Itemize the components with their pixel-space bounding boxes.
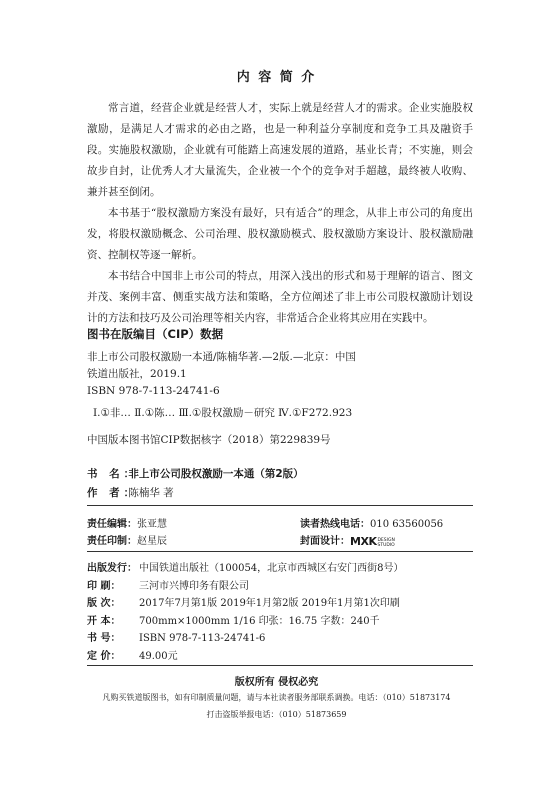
cip-classification: Ⅰ.①非… Ⅱ.①陈… Ⅲ.①股权激励－研究 Ⅳ.①F272.923	[93, 407, 353, 419]
publishing-info	[87, 560, 473, 665]
printer-row: 印 刷： 三河市兴博印务有限公司	[87, 580, 249, 592]
cip-line: 铁道出版社，2019.1	[87, 368, 187, 380]
isbn-row: 书 号： ISBN 978-7-113-24741-6	[87, 633, 266, 644]
cip-heading: 图书在版编目（CIP）数据	[87, 327, 224, 341]
rights-title: 版权所有 侵权必究	[234, 677, 319, 688]
edition-row: 版 次： 2017年7月第1版 2019年1月第2版 2019年1月第1次印刷	[87, 598, 400, 609]
cip-isbn: ISBN 978-7-113-24741-6	[87, 385, 220, 397]
isbn: ISBN 978-7-113-24741-6	[139, 633, 266, 644]
divider	[87, 505, 473, 506]
intro-paragraph: 常言道，经营企业就是经营人才，实际上就是经营人才的需求。企业实施股权激励，是满足人才需求的必由之路，也是一种利益分享制度和竞争工具及融资手段。实施股权激励，企业就有可能踏上高速发展的道路，基业长青；不实施，则会故步自封，让优秀人才大量流失，企业被一个个的竞争对手超越，最终被人收购、兼并甚至倒闭。	[87, 102, 473, 198]
price-row: 定 价： 49.00元	[87, 650, 178, 662]
author-label: 作 者：	[87, 487, 139, 499]
author-name: 陈楠华 著	[128, 487, 174, 499]
format-row: 开 本： 700mm×1000mm 1/16 印张：16.75 字数：240千	[87, 615, 380, 627]
intro-paragraph: 本书基于“股权激励方案没有最好，只有适合”的理念，从非上市公司的角度出发，将股权激励概念、公司治理、股权激励模式、股权激励方案设计、股权激励融资、控制权等逐一解析。	[87, 207, 473, 261]
print-supervisor-row	[87, 532, 167, 547]
divider	[87, 551, 473, 552]
cip-record-number: 中国版本图书馆CIP数据核字（2018）第229839号	[87, 434, 331, 446]
book-title-row	[87, 466, 304, 481]
piracy-report-line: 打击盗版举报电话：（010）51873659	[206, 710, 347, 719]
book-title-label: 书 名：	[87, 468, 139, 480]
hotline-row	[300, 515, 443, 530]
editor-row	[87, 515, 167, 530]
print-supervisor-name: 赵星辰	[137, 536, 167, 547]
quality-notice: 凡购买铁道版图书，如有印制质量问题，请与本社读者服务部联系调换。电话：（010）51873174	[102, 693, 451, 702]
editor-label: 责任编辑：	[87, 519, 137, 530]
print-supervisor-label: 责任印制：	[87, 536, 137, 547]
publisher: 中国铁道出版社（100054，北京市西城区右安门西街8号）	[139, 563, 404, 574]
printer: 三河市兴博印务有限公司	[139, 580, 249, 592]
cip-record	[87, 349, 387, 400]
intro-paragraph: 本书结合中国非上市公司的特点，用深入浅出的形式和易于理解的语言、图文并茂、案例丰富、侧重实战方法和策略，全方位阐述了非上市公司股权激励计划设计的方法和技巧及公司治理等相关内容，非常适合企业将其应用在实践中。	[87, 270, 473, 324]
cover-design-row	[300, 532, 395, 548]
hotline-number: 010 63560056	[370, 519, 444, 530]
publisher-row: 出版发行： 中国铁道出版社（100054，北京市西城区右安门西街8号）	[87, 563, 404, 574]
hotline-label: 读者热线电话：	[300, 519, 370, 530]
edition: 2017年7月第1版 2019年1月第2版 2019年1月第1次印刷	[139, 598, 400, 609]
intro-text	[87, 98, 473, 329]
format: 700mm×1000mm 1/16 印张：16.75 字数：240千	[139, 615, 380, 627]
divider	[87, 665, 473, 666]
author-row	[87, 485, 174, 500]
cover-design-label: 封面设计：	[300, 536, 350, 547]
intro-title: 内 容 简 介	[236, 70, 317, 85]
price: 49.00元	[139, 650, 178, 662]
cip-line: 非上市公司股权激励一本通/陈楠华著.—2版.—北京：中国	[87, 351, 356, 363]
mx-design-studio-logo: MXKDESIGN STUDIO	[350, 535, 395, 548]
editor-name: 张亚慧	[137, 519, 167, 530]
book-title: 非上市公司股权激励一本通（第2版）	[128, 468, 304, 480]
